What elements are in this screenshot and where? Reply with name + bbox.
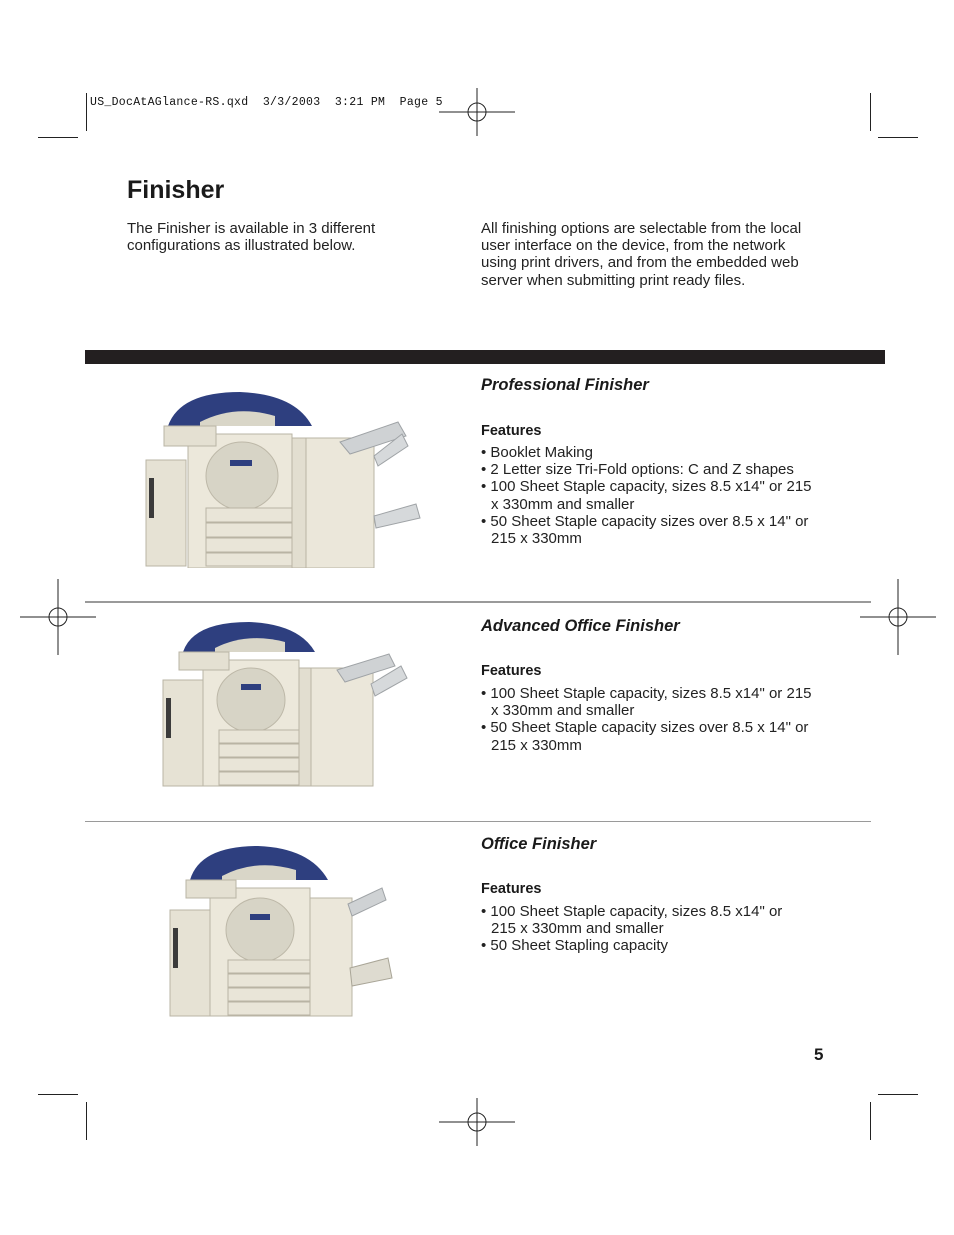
section-divider-bar: [85, 350, 885, 364]
office-finisher-image: [164, 838, 396, 1024]
list-item: • 50 Sheet Staple capacity sizes over 8.5 x 14" or 215 x 330mm: [481, 513, 831, 547]
section-title: Office Finisher: [481, 835, 597, 853]
page-title: Finisher: [127, 176, 225, 204]
crop-mark: [38, 1094, 78, 1095]
crop-mark: [870, 1102, 871, 1140]
registration-mark-icon: [439, 1084, 515, 1160]
crop-mark: [38, 137, 78, 138]
registration-mark-icon: [860, 579, 936, 655]
crop-mark: [86, 1102, 87, 1140]
feature-list: [481, 903, 841, 955]
crop-mark: [878, 1094, 918, 1095]
list-item: • Booklet Making: [481, 444, 841, 461]
crop-mark: [870, 93, 871, 131]
printer-slug-line: US_DocAtAGlance-RS.qxd 3/3/2003 3:21 PM Page 5: [90, 96, 443, 109]
list-item: • 50 Sheet Staple capacity sizes over 8.5 x 14" or 215 x 330mm: [481, 719, 831, 753]
list-item: • 50 Sheet Stapling capacity: [481, 937, 841, 954]
registration-mark-icon: [439, 74, 515, 150]
crop-mark: [878, 137, 918, 138]
list-item: • 100 Sheet Staple capacity, sizes 8.5 x14" or 215 x 330mm and smaller: [481, 903, 801, 937]
section-rule: [85, 601, 871, 603]
feature-list: [481, 444, 841, 547]
section-title: Professional Finisher: [481, 376, 649, 394]
professional-finisher-image: [140, 386, 425, 576]
intro-text-right: All finishing options are selectable from the local user interface on the device, from the network using print drivers, and from the embedded web server when submitting print ready files.: [481, 220, 802, 289]
crop-mark: [86, 93, 87, 131]
features-heading: Features: [481, 881, 542, 897]
section-rule: [85, 821, 871, 822]
list-item: • 100 Sheet Staple capacity, sizes 8.5 x14" or 215 x 330mm and smaller: [481, 685, 821, 719]
intro-text-left: The Finisher is available in 3 different configurations as illustrated below.: [127, 220, 376, 255]
list-item: • 100 Sheet Staple capacity, sizes 8.5 x14" or 215 x 330mm and smaller: [481, 478, 821, 512]
features-heading: Features: [481, 423, 542, 439]
registration-mark-icon: [20, 579, 96, 655]
list-item: • 2 Letter size Tri-Fold options: C and Z shapes: [481, 461, 841, 478]
advanced-office-finisher-image: [157, 614, 411, 794]
features-heading: Features: [481, 663, 542, 679]
page-number: 5: [814, 1045, 824, 1064]
section-title: Advanced Office Finisher: [481, 617, 680, 635]
feature-list: [481, 685, 841, 754]
